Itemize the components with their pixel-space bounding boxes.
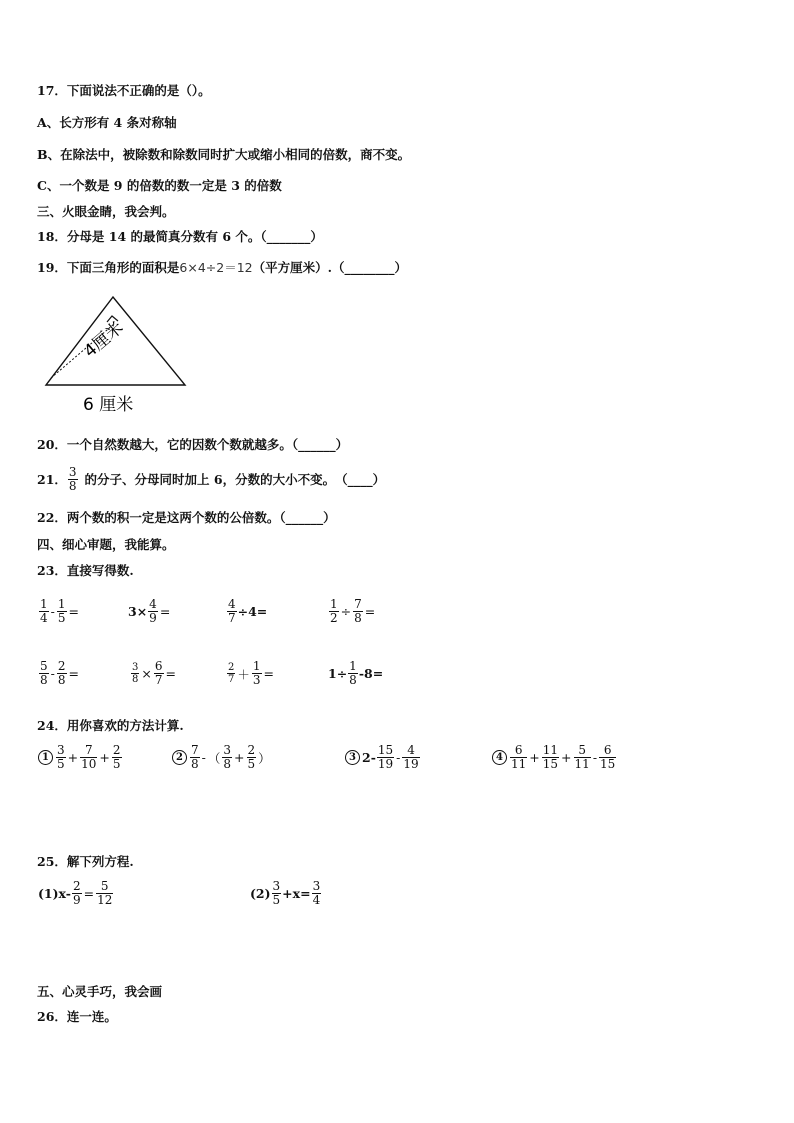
q23-stem: 23．直接写得数. [37, 563, 134, 578]
triangle-height-label: 4厘米 [80, 317, 128, 362]
q21-fraction [68, 466, 78, 493]
q24-expr-3: 3 2- $\frac{15}{19}$ - $\frac{4}{19}$ [345, 744, 421, 771]
q18: 18．分母是 14 的最简真分数有 6 个。（_______） [37, 229, 323, 244]
circle-number-4: 4 [492, 750, 507, 765]
q22: 22．两个数的积一定是这两个数的公倍数。（______） [37, 510, 336, 525]
q20: 20．一个自然数越大，它的因数个数就越多。（______） [37, 437, 349, 452]
section-3-title: 三、火眼金睛，我会判。 [37, 204, 175, 219]
q19-suffix: （平方厘米）.（________） [252, 260, 407, 275]
q24-stem: 24．用你喜欢的方法计算. [37, 718, 184, 733]
q23-expr-8: 1÷ $\frac{1}{8}$ -8= [328, 659, 384, 687]
q23-expr-5: $\frac{5}{8}$ - $\frac{2}{8}$ = [40, 659, 79, 687]
q17-stem: 17．下面说法不正确的是（）。 [37, 83, 211, 98]
q23-expr-6: $\frac{3}{8}$ × $\frac{6}{7}$ = [132, 659, 176, 687]
q25-equation-2: (2) $\frac{3}{5}$ +x= $\frac{3}{4}$ [250, 879, 321, 907]
triangle-base-label: 6 厘米 [83, 395, 134, 415]
circle-number-2: 2 [172, 750, 187, 765]
q21 [37, 466, 385, 493]
q23-expr-3: $\frac{4}{7}$ ÷4= [228, 597, 268, 625]
q24-expr-1: 1 $\frac{3}{5}$ + $\frac{7}{10}$ + $\frac{2}{5}$ [38, 744, 123, 771]
q19-formula: 6×4÷2＝12 [179, 260, 253, 275]
q21-suffix: 的分子、分母同时加上 6，分数的大小不变。 （____） [84, 471, 386, 487]
q17-option-b: B、在除法中，被除数和除数同时扩大或缩小相同的倍数，商不变。 [37, 147, 411, 162]
triangle-figure [38, 292, 198, 420]
q21-numerator: 3 [68, 465, 77, 479]
q17-option-a: A、长方形有 4 条对称轴 [37, 115, 177, 130]
q25-stem: 25．解下列方程. [37, 854, 134, 869]
circle-number-1: 1 [38, 750, 53, 765]
q24-expr-4: 4 $\frac{6}{11}$ + $\frac{11}{15}$ + $\frac{5}{11}$ - $\frac{6}{15}$ [492, 744, 617, 771]
q23-expr-2: 3× $\frac{4}{9}$ = [128, 597, 171, 625]
circle-number-3: 3 [345, 750, 360, 765]
q23-expr-7: $\frac{2}{7}$ ＋ $\frac{1}{3}$ = [228, 659, 275, 687]
q23-expr-1: $\frac{1}{4}$ - $\frac{1}{5}$ = [40, 597, 79, 625]
q26: 26．连一连。 [37, 1009, 117, 1024]
q21-prefix: 21． [37, 471, 67, 487]
q19-prefix: 19．下面三角形的面积是 [37, 260, 180, 275]
q17-option-c: C、一个数是 9 的倍数的数一定是 3 的倍数 [37, 178, 282, 193]
section-4-title: 四、细心审题，我能算。 [37, 537, 175, 552]
section-5-title: 五、心灵手巧，我会画 [37, 984, 163, 999]
q19 [37, 259, 407, 277]
q23-expr-4: $\frac{1}{2}$ ÷ $\frac{7}{8}$ = [330, 597, 376, 625]
q25-equation-1: (1)x- $\frac{2}{9}$ = $\frac{5}{12}$ [38, 879, 113, 907]
q24-expr-2: 2 $\frac{7}{8}$ - （ $\frac{3}{8}$ + $\frac{2}{5}$ ） [172, 744, 272, 771]
q21-denominator: 8 [68, 479, 77, 493]
